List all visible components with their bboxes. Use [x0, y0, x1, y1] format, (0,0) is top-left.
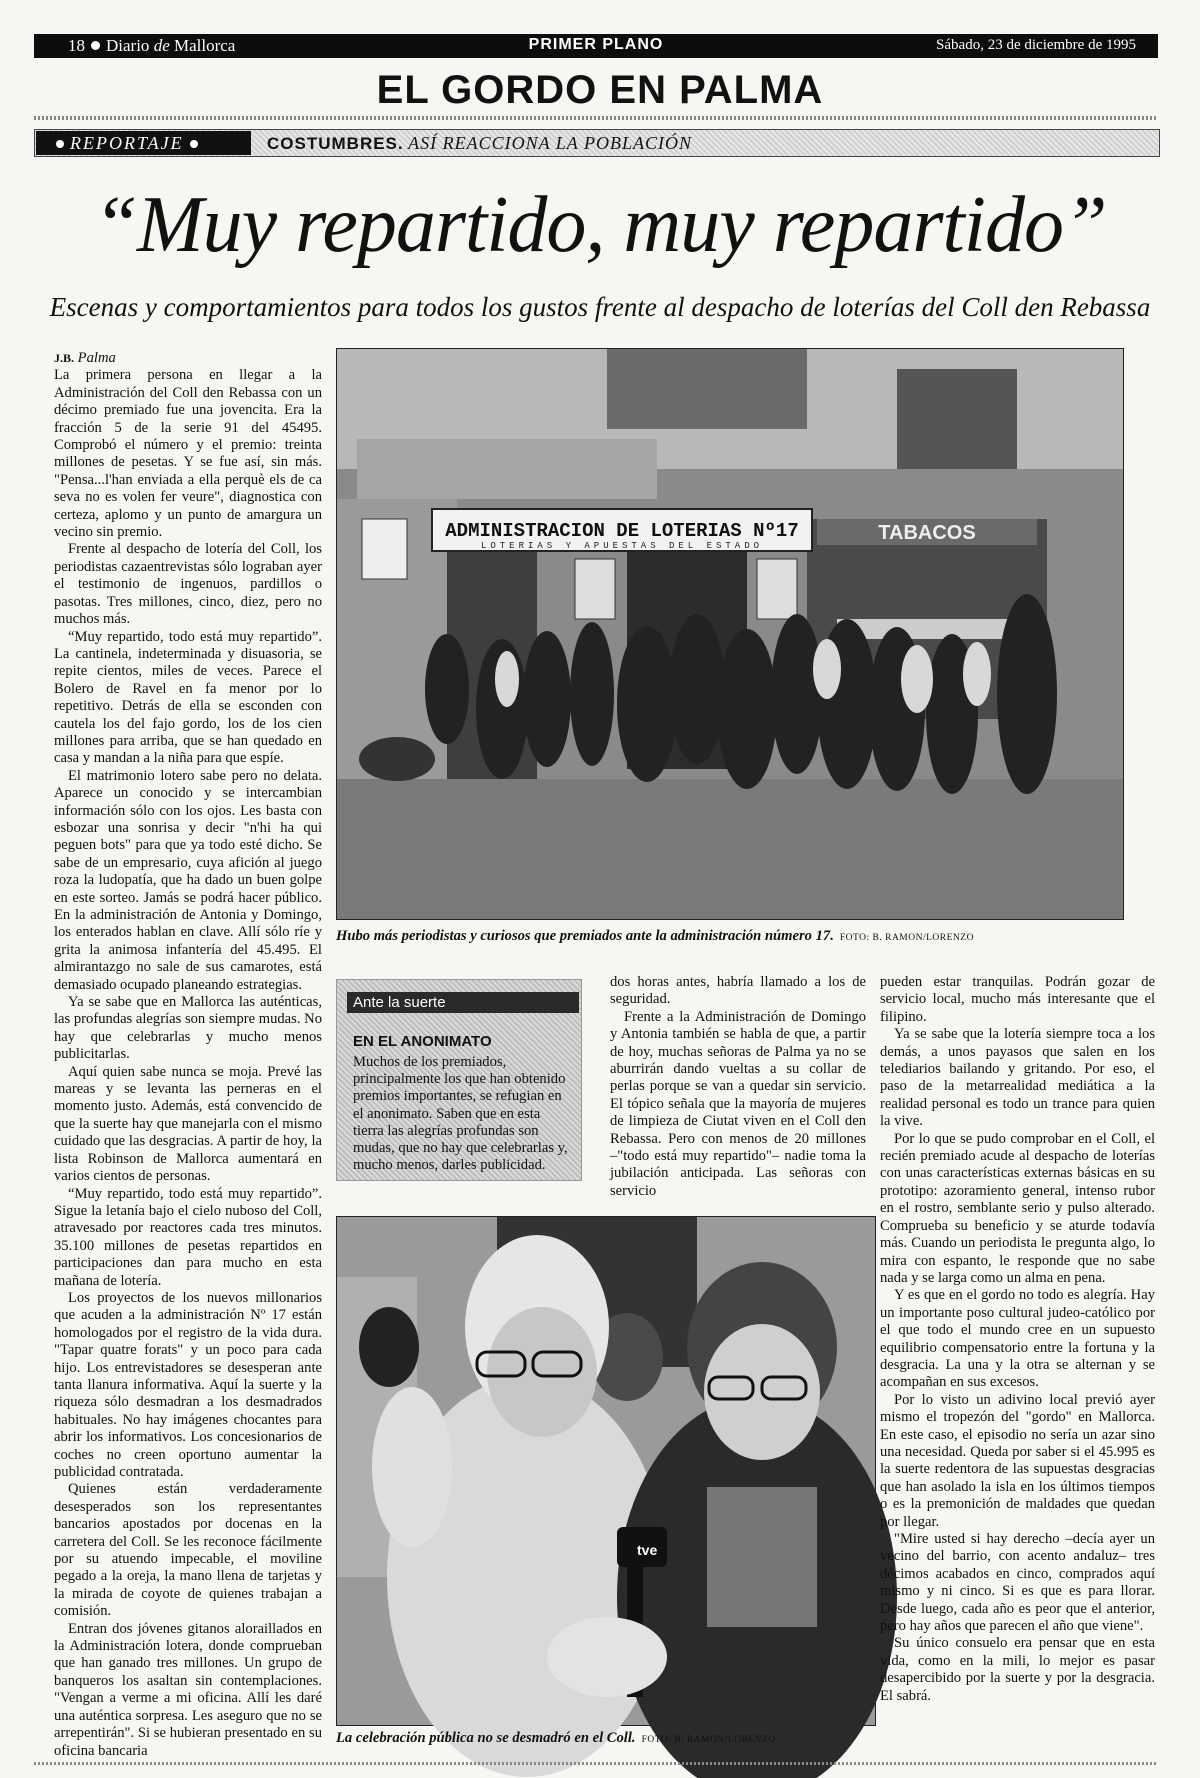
paragraph: pueden estar tranquilas. Podrán gozar de servicio local, mucho más interesante que el filipino.: [880, 974, 1155, 1025]
byline: J.B. Palma: [54, 350, 116, 366]
photo-illustration: [337, 1217, 875, 1725]
office-subsign: LOTERIAS Y APUESTAS DEL ESTADO: [480, 541, 764, 551]
tabacos-sign: TABACOS: [878, 522, 976, 544]
paragraph: El matrimonio lotero sabe pero no delata. Aparece un conocido y se intercambian información sólo con los ojos. Les basta con esbozar una sonrisa y decir "n'hi ha qui peguen bots" para que ya todo esté dicho. Se sabe de un empresario, cuya afición al juego roza la ludopatía, que ha dado un buen golpe en este sorteo. Jamás se podrá hacer público. En la administración de Antonia y Domingo, los enterados hablan en clave. Allí sólo ríe y grita la animosa infantería del 45.495. El almirantazgo no sale de sus camarotes, está demasiado ocupado planeando estrategias.: [54, 767, 322, 993]
microphone-label: tve: [637, 1542, 658, 1558]
paragraph: Frente a la Administración de Domingo y Antonia también se habla de que, a partir de hoy, muchas señoras de Palma ya no se aburrirán dando vueltas a su collar de perlas porque se van a quedar sin servicio. El tópico señala que la mayoría de mujeres de limpieza de Ciutat viven en el Coll den Rebassa. Pero con menos de 20 millones –"todo está muy repartido"– nadie toma la jubilación anticipada. Las señoras con servicio: [610, 1008, 866, 1199]
office-sign: ADMINISTRACION DE LOTERIAS Nº17: [445, 520, 799, 542]
photo-celebration: [336, 1216, 876, 1726]
paragraph: La primera persona en llegar a la Administración del Coll den Rebassa con un décimo premiado fue una jovencita. Era la fracción 5 de la serie 91 del 45495. Comprobó el número y el premio: treinta millones de pesetas. Y se fue así, sin más. "Pensa...l'han enviada a ella perquè els de ca seva no es volen fer veure", diagnostica con certeza, aplomo y un punto de amargura un vecino sin premio.: [54, 367, 322, 541]
photo-caption-2: La celebración pública no se desmadró en el Coll. FOTO: B. RAMON/LORENZO: [336, 1730, 776, 1746]
sidebar-text: Muchos de los premiados, principalmente los que han obtenido premios importantes, se refugian en el anonimato. Saben que en esta tierra las alegrías profundas son mudas, que no hay que celebrarlas y, mucho menos, darles publicidad.: [353, 1054, 568, 1174]
paragraph: Aquí quien sabe nunca se moja. Prevé las mareas y se levanta las perneras en el momento justo. Además, está convencido de que la suerte hay que manejarla con el mismo cuidado que las desgracias. A partir de hoy, la lista Robinson de Mallorca aumentará en varios cientos de personas.: [54, 1063, 322, 1185]
photo-credit: FOTO: B. RAMON/LORENZO: [641, 1735, 776, 1745]
paragraph: "Mire usted si hay derecho –decía ayer un vecino del barrio, con acento andaluz– tres décimos acabados en cinco, comprados aquí mismo y ni cinco. Si es que es para llorar. Desde luego, cada año es peor que el anterior, pero hay años que parecen el año que viene".: [880, 1531, 1155, 1635]
paragraph: Y es que en el gordo no todo es alegría. Hay un importante poso cultural judeo-católico por el que todo el mundo cree en un supuesto equilibrio compensatorio entre la fortuna y la desgracia. La una y la otra se alternan y se acompañan en sus excesos.: [880, 1287, 1155, 1391]
photo-credit: FOTO: B. RAMON/LORENZO: [839, 933, 974, 943]
photo-caption-1: Hubo más periodistas y curiosos que premiados ante la administración número 17. FOTO: B. RAMON/LORENZO: [336, 928, 974, 944]
paragraph: Por lo visto un adivino local previó ayer mismo el tropezón del "gordo" en Mallorca. En este caso, el episodio no sería un azar sino una necesidad. Queda por saber si el 45.995 es la suerte redentora de las supuestas desgracias que han asolado la isla en los últimos tiempos o es la premonición de maldades que quedan por llegar.: [880, 1391, 1155, 1530]
paragraph: Su único consuelo era pensar que en esta vida, como en la mili, lo mejor es pasar desapercibido por la suerte y por la desgracia. El sabrá.: [880, 1635, 1155, 1704]
sidebar-box: [336, 979, 582, 1181]
paragraph: dos horas antes, habría llamado a los de seguridad.: [610, 974, 866, 1008]
footer-divider: [34, 1762, 1158, 1765]
sidebar-title: EN EL ANONIMATO: [353, 1033, 492, 1050]
page-header-bar: [34, 34, 1158, 58]
paragraph: Por lo que se pudo comprobar en el Coll, el recién premiado acude al despacho de loterías con unas características externas básicas en su prototipo: azoramiento general, intenso rubor en el rostro, semblante serio y pulso alterado. Comprueba su beneficio y se aturde todavía más. Cuando un periodista le pregunta algo, lo mira con espanto, le responde que no sabe nada y se larga como un alma en pena.: [880, 1130, 1155, 1286]
section-title: EL GORDO EN PALMA: [376, 68, 824, 112]
photo-illustration: [337, 349, 1123, 919]
headline: “Muy repartido, muy repartido”: [93, 181, 1107, 269]
article-column-3: [610, 974, 866, 1199]
paragraph: Ya se sabe que en Mallorca las auténticas, las profundas alegrías son siempre mudas. No hay que celebrarlas y mucho menos publicitarlas.: [54, 994, 322, 1063]
paragraph: Los proyectos de los nuevos millonarios que acuden a la administración Nº 17 están homologados por el registro de la vida dura. "Tapar quatre forats" y un poco para cada hijo. Los entrevistadores se desesperan ante tanta llanura informativa. Aquí la suerte y la riqueza sólo desmadran a los desmadrados habituales. No hay imágenes chocantes para abrir los informativos. Los concesionarios de coches no creen oportuno aumentar la publicidad contratada.: [54, 1289, 322, 1480]
paragraph: Quienes están verdaderamente desesperados son los representantes bancarios apostados por docenas en la carretera del Coll. Se les reconoce fácilmente por su atuendo impecable, el moviline pegado a la oreja, la mano llena de tarjetas y la mirada de coyote de quienes trabajan a comisión.: [54, 1481, 322, 1620]
photo-lottery-office: [336, 348, 1124, 920]
article-column-1: [54, 350, 322, 1759]
paragraph: Frente al despacho de lotería del Coll, los periodistas cazaentrevistas sólo lograban ayer el testimonio de ingenuos, pardillos o pasotas. Tres millones, cinco, diez, pero no muchos más.: [54, 541, 322, 628]
paragraph: Entran dos jóvenes gitanos aloraillados en la Administración lotera, donde comprueban que han ganado tres millones. Un grupo de banqueros los asaltan sin contemplaciones. "Vengan a verme a mi oficina. Allí les daré una auténtica sorpresa. Les aseguro que no se arrepentirán". Si se hubieran presentado en su oficina bancaria: [54, 1620, 322, 1759]
bullet-icon: [190, 140, 198, 148]
sidebar-tag: Ante la suerte: [347, 992, 579, 1013]
bullet-icon: [56, 140, 64, 148]
paragraph: “Muy repartido, todo está muy repartido”. Sigue la letanía bajo el cielo nuboso del Coll, atravesado por reactores cada tres minutos. 35.100 millones de pesetas repartidos en participaciones dan para mucho en esta mañana de lotería.: [54, 1185, 322, 1289]
kicker-text: COSTUMBRES. ASÍ REACCIONA LA POBLACIÓN: [267, 133, 692, 153]
page-number: 18: [68, 36, 85, 55]
paragraph: “Muy repartido, todo está muy repartido”. La cantinela, indeterminada y disuasoria, se repite cientos, miles de veces. Parece el Bolero de Ravel en fa menor por lo repetitivo. Detrás de ella se esconden con cautela los del fajo gordo, los de los cien millones para arriba, que se han quedado en casa y mandan a la niña para que espíe.: [54, 628, 322, 767]
subheadline: Escenas y comportamientos para todos los gustos frente al despacho de loterías del Coll den Rebassa: [49, 292, 1151, 322]
issue-date: Sábado, 23 de diciembre de 1995: [936, 37, 1136, 53]
divider: [34, 116, 1158, 120]
paragraph: Ya se sabe que la lotería siempre toca a los demás, a unos payasos que salen en los telediarios bailando y gritando. Por eso, el paso de la metarrealidad mediática a la realidad personal es todo un trance para quien la vive.: [880, 1026, 1155, 1130]
kicker-label: REPORTAJE: [36, 131, 251, 155]
article-column-4: [880, 974, 1155, 1744]
section-name: PRIMER PLANO: [528, 36, 664, 53]
paper-name: Diario de Mallorca: [106, 36, 236, 55]
